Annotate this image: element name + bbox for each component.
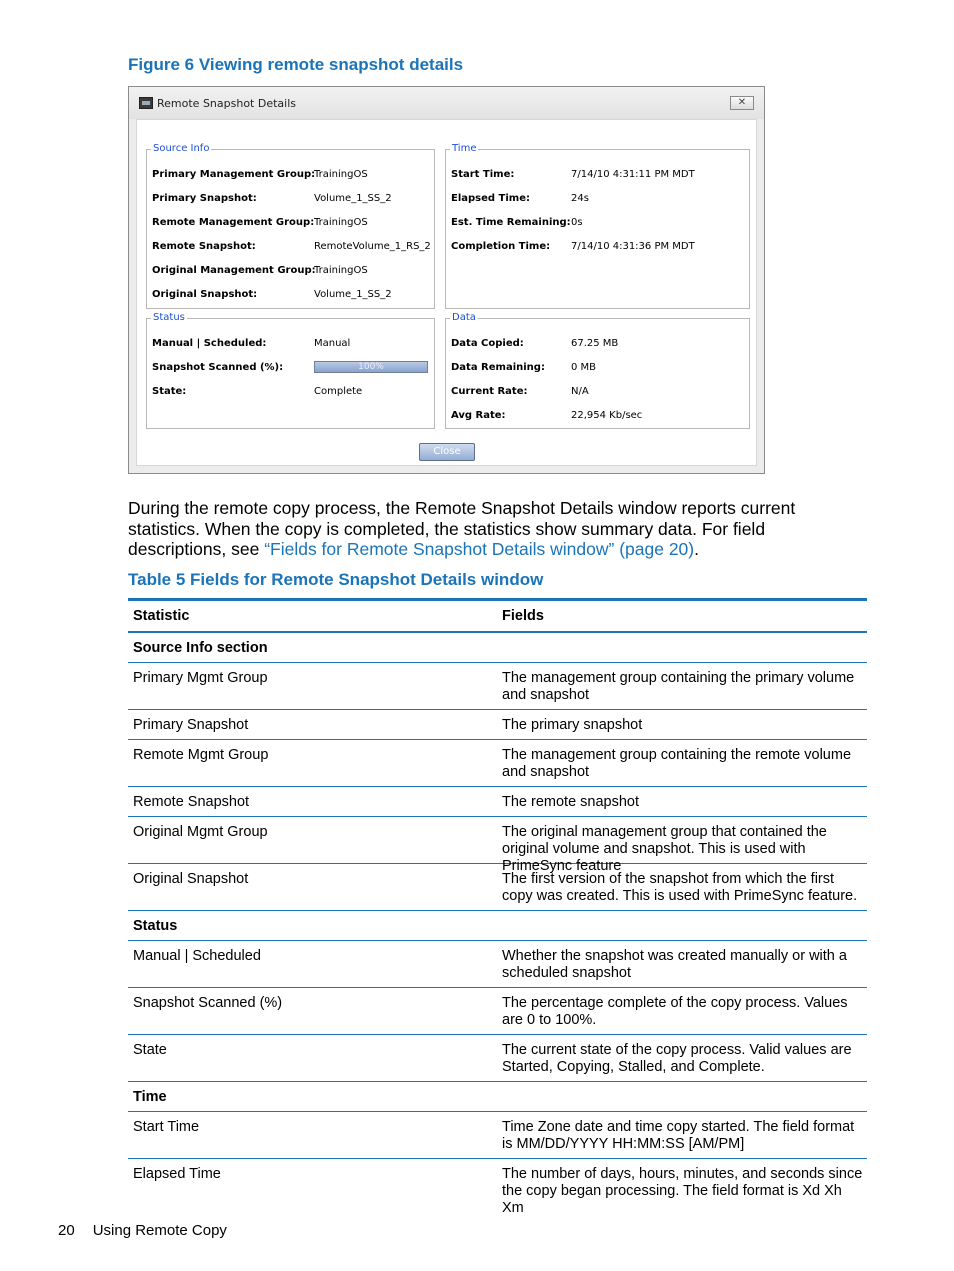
table-row <box>128 1035 867 1082</box>
field-label: Snapshot Scanned (%): <box>152 362 284 373</box>
table-section-row <box>128 633 867 663</box>
table-row <box>128 663 867 710</box>
field-label: Primary Management Group: <box>152 169 316 180</box>
field-label: Manual | Scheduled: <box>152 338 267 349</box>
status-group <box>146 312 435 429</box>
table-header-row <box>128 601 867 633</box>
field-label: Data Remaining: <box>451 362 545 373</box>
field-label: Original Management Group: <box>152 265 316 276</box>
cell-statistic: Remote Mgmt Group <box>133 747 269 763</box>
page-footer <box>58 1222 227 1239</box>
table-row <box>128 740 867 787</box>
header-statistic: Statistic <box>133 608 190 624</box>
field-label: Data Copied: <box>451 338 524 349</box>
time-group <box>445 143 750 309</box>
cell-fields: The current state of the copy process. Valid values are Started, Copying, Stalled, and Complete. <box>502 1042 852 1075</box>
field-value: 7/14/10 4:31:36 PM MDT <box>571 241 695 252</box>
section-label: Status <box>133 918 178 934</box>
field-value: Volume_1_SS_2 <box>314 289 392 300</box>
table-row <box>128 787 867 817</box>
field-value: Volume_1_SS_2 <box>314 193 392 204</box>
field-value: 7/14/10 4:31:11 PM MDT <box>571 169 695 180</box>
fields-table <box>128 598 867 1216</box>
section-label: Source Info section <box>133 640 268 656</box>
field-value: 22,954 Kb/sec <box>571 410 643 421</box>
table-caption: Table 5 Fields for Remote Snapshot Details window <box>128 570 544 589</box>
table-row <box>128 817 867 874</box>
paragraph-text: During the remote copy process, the Remote Snapshot Details window reports current statistics. When the copy is completed, the statistics show summary data. For field descriptions, see <box>128 498 796 559</box>
table-section-row <box>128 1082 867 1112</box>
data-title: Data <box>452 312 476 323</box>
figure-caption: Figure 6 Viewing remote snapshot details <box>128 55 464 74</box>
field-value: TrainingOS <box>314 265 368 276</box>
table-row <box>128 941 867 988</box>
field-label: Avg Rate: <box>451 410 506 421</box>
dialog-title: Remote Snapshot Details <box>157 97 296 110</box>
field-label: Remote Management Group: <box>152 217 315 228</box>
field-label: Primary Snapshot: <box>152 193 257 204</box>
app-window-icon <box>139 97 153 109</box>
field-label: Est. Time Remaining: <box>451 217 571 228</box>
field-label: Original Snapshot: <box>152 289 258 300</box>
field-label: Elapsed Time: <box>451 193 530 204</box>
data-group <box>445 312 750 429</box>
cell-statistic: Primary Mgmt Group <box>133 670 268 686</box>
field-value: RemoteVolume_1_RS_2 <box>314 241 431 252</box>
table-row <box>128 1112 867 1159</box>
source-info-title: Source Info <box>153 143 210 154</box>
cell-statistic: Elapsed Time <box>133 1166 221 1182</box>
cell-statistic: Primary Snapshot <box>133 717 249 733</box>
cell-fields: The original management group that contained the original volume and snapshot. This is used with PrimeSync feature <box>502 824 827 874</box>
source-info-group <box>146 143 435 309</box>
header-fields: Fields <box>502 608 544 624</box>
close-window-icon[interactable]: ✕ <box>730 96 754 110</box>
table-row <box>128 988 867 1035</box>
field-value: Manual <box>314 338 351 349</box>
snapshot-scanned-progress-bar: 100% <box>314 361 428 373</box>
cell-fields: Time Zone date and time copy started. The field format is MM/DD/YYYY HH:MM:SS [AM/PM] <box>502 1119 855 1152</box>
cell-statistic: Original Mgmt Group <box>133 824 268 840</box>
field-value: TrainingOS <box>314 217 368 228</box>
field-label: Completion Time: <box>451 241 551 252</box>
fields-table-link[interactable]: “Fields for Remote Snapshot Details window” (page 20) <box>264 539 695 559</box>
cell-fields: The number of days, hours, minutes, and seconds since the copy began processing. The field format is Xd Xh Xm <box>502 1166 863 1216</box>
time-title: Time <box>452 143 477 154</box>
cell-statistic: Manual | Scheduled <box>133 948 261 964</box>
field-label: Remote Snapshot: <box>152 241 256 252</box>
field-label: Current Rate: <box>451 386 528 397</box>
close-button[interactable]: Close <box>419 443 475 461</box>
cell-fields: The management group containing the remote volume and snapshot <box>502 747 852 780</box>
cell-fields: The remote snapshot <box>502 794 640 810</box>
field-value: N/A <box>571 386 589 397</box>
section-label: Time <box>133 1089 167 1105</box>
cell-statistic: Original Snapshot <box>133 871 249 887</box>
dialog-content <box>136 119 757 466</box>
paragraph-end: . <box>694 539 699 559</box>
field-value: Complete <box>314 386 363 397</box>
field-label: State: <box>152 386 187 397</box>
cell-statistic: Snapshot Scanned (%) <box>133 995 283 1011</box>
field-value: 24s <box>571 193 589 204</box>
field-value: 0 MB <box>571 362 597 373</box>
field-label: Start Time: <box>451 169 515 180</box>
cell-fields: The first version of the snapshot from which the first copy was created. This is used with PrimeSync feature. <box>502 871 858 904</box>
table-row <box>128 1159 867 1216</box>
remote-snapshot-details-dialog <box>128 86 765 474</box>
table-row <box>128 864 867 911</box>
cell-fields: The percentage complete of the copy process. Values are 0 to 100%. <box>502 995 848 1028</box>
footer-section: Using Remote Copy <box>92 1222 227 1239</box>
cell-fields: The primary snapshot <box>502 717 643 733</box>
cell-fields: Whether the snapshot was created manually or with a scheduled snapshot <box>502 948 847 981</box>
body-paragraph <box>128 498 868 560</box>
table-row <box>128 710 867 740</box>
cell-statistic: Remote Snapshot <box>133 794 250 810</box>
status-title: Status <box>153 312 185 323</box>
field-value: 67.25 MB <box>571 338 619 349</box>
page-number: 20 <box>58 1222 75 1239</box>
dialog-titlebar <box>129 87 764 119</box>
cell-statistic: State <box>133 1042 167 1058</box>
cell-fields: The management group containing the primary volume and snapshot <box>502 670 855 703</box>
table-section-row <box>128 911 867 941</box>
cell-statistic: Start Time <box>133 1119 200 1135</box>
field-value: TrainingOS <box>314 169 368 180</box>
field-value: 0s <box>571 217 583 228</box>
